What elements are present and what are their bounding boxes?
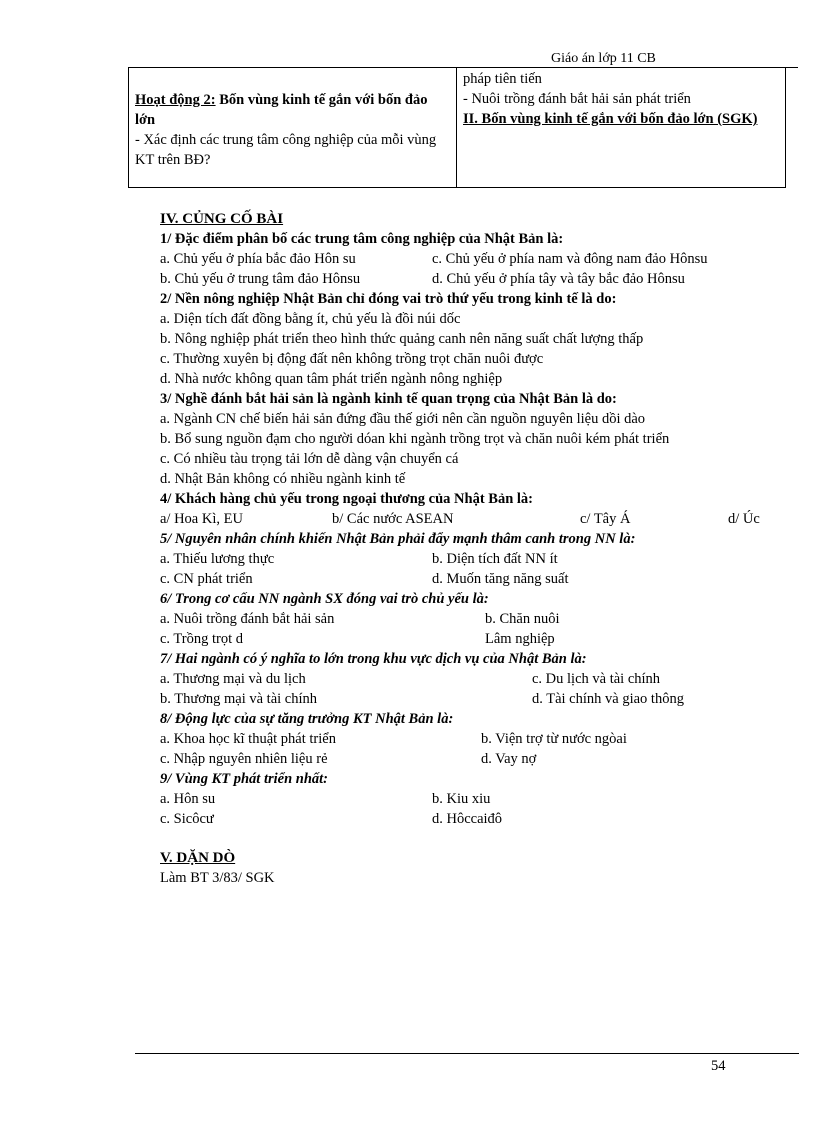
q1-option-c: c. Chủ yếu ở phía nam và đông nam đảo Hônsu [432,251,708,267]
question-5: 5/ Nguyên nhân chính khiến Nhật Bản phải đẩy mạnh thâm canh trong NN là: [160,531,636,547]
q5-option-c: c. CN phát triển [160,571,253,587]
q4-option-d: d/ Úc [728,511,760,527]
section-5-heading: V. DẶN DÒ [160,850,236,866]
q9-option-b: b. Kiu xiu [432,791,491,807]
q3-option-b: b. Bổ sung nguồn đạm cho người dóan khi ngành trồng trọt và chăn nuôi kém phát triển [160,431,670,447]
q8-option-c: c. Nhập nguyên nhiên liệu rẻ [160,751,328,767]
question-8: 8/ Động lực của sự tăng trưởng KT Nhật Bản là: [160,711,454,727]
q5-option-b: b. Diện tích đất NN ít [432,551,558,567]
q2-option-c: c. Thường xuyên bị động đất nên không trồng trọt chăn nuôi được [160,351,544,367]
question-1: 1/ Đặc điểm phân bố các trung tâm công nghiệp của Nhật Bản là: [160,231,564,247]
table-divider [456,68,457,188]
q7-option-a: a. Thương mại và du lịch [160,671,306,687]
homework-line: Làm BT 3/83/ SGK [160,870,275,886]
activity-title: Hoạt động 2: [135,92,216,108]
q9-option-a: a. Hôn su [160,791,216,807]
q6-option-b: b. Chăn nuôi [485,611,560,627]
q3-option-d: d. Nhật Bản không có nhiều ngành kinh tế [160,471,406,487]
table-left-cell [135,90,450,170]
question-6: 6/ Trong cơ cấu NN ngành SX đóng vai trò chủ yếu là: [160,591,489,607]
q4-option-a: a/ Hoa Kì, EU [160,511,243,527]
q8-option-a: a. Khoa học kĩ thuật phát triển [160,731,336,747]
q9-option-d: d. Hôccaiđô [432,811,503,827]
q1-option-a: a. Chủ yếu ở phía bắc đảo Hôn su [160,251,356,267]
page-header: Giáo án lớp 11 CB [551,51,656,66]
q6-option-c: c. Trồng trọt d [160,631,243,647]
question-3: 3/ Nghề đánh bắt hải sản là ngành kinh tế quan trọng của Nhật Bản là do: [160,391,617,407]
footer-rule [135,1053,799,1054]
question-9: 9/ Vùng KT phát triển nhất: [160,771,329,787]
table-right-cell [463,69,788,129]
q6-option-a: a. Nuôi trồng đánh bắt hải sản [160,611,335,627]
q2-option-d: d. Nhà nước không quan tâm phát triển ngành nông nghiệp [160,371,503,387]
page-number: 54 [711,1058,726,1074]
q4-option-c: c/ Tây Á [580,511,631,527]
question-2: 2/ Nền nông nghiệp Nhật Bản chỉ đóng vai trò thứ yếu trong kinh tế là do: [160,291,617,307]
q3-option-a: a. Ngành CN chế biến hải sản đứng đầu thế giới nên cần nguồn nguyên liệu dồi dào [160,411,646,427]
right-line-1: pháp tiên tiến [463,71,542,87]
q1-option-b: b. Chủ yếu ở trung tâm đảo Hônsu [160,271,361,287]
q7-option-c: c. Du lịch và tài chính [532,671,661,687]
q5-option-a: a. Thiếu lương thực [160,551,275,567]
question-4: 4/ Khách hàng chủ yếu trong ngoại thương của Nhật Bản là: [160,491,533,507]
right-section-title: II. Bốn vùng kinh tế gắn với bốn đảo lớn (SGK) [463,111,758,127]
question-7: 7/ Hai ngành có ý nghĩa to lớn trong khu vực dịch vụ của Nhật Bản là: [160,651,587,667]
q2-option-b: b. Nông nghiệp phát triển theo hình thức quảng canh nên năng suất chất lượng thấp [160,331,644,347]
section-4-heading: IV. CỦNG CỐ BÀI [160,211,284,227]
q9-option-c: c. Sicôcư [160,811,214,827]
q6-option-d: Lâm nghiệp [485,631,555,647]
q1-option-d: d. Chủ yếu ở phía tây và tây bắc đảo Hônsu [432,271,685,287]
q7-option-b: b. Thương mại và tài chính [160,691,318,707]
q2-option-a: a. Diện tích đất đồng bằng ít, chủ yếu là đồi núi dốc [160,311,461,327]
q3-option-c: c. Có nhiều tàu trọng tải lớn dễ dàng vận chuyển cá [160,451,459,467]
q5-option-d: d. Muốn tăng năng suất [432,571,569,587]
q8-option-b: b. Viện trợ từ nước ngòai [481,731,627,747]
q8-option-d: d. Vay nợ [481,751,537,767]
q4-option-b: b/ Các nước ASEAN [332,511,454,527]
right-line-2: - Nuôi trồng đánh bắt hải sản phát triển [463,91,691,107]
activity-title-rest: Bốn vùng kinh tế gắn với bốn đảo lớn [135,92,428,128]
q7-option-d: d. Tài chính và giao thông [532,691,684,707]
activity-task: - Xác định các trung tâm công nghiệp của mỗi vùng KT trên BĐ? [135,132,437,168]
